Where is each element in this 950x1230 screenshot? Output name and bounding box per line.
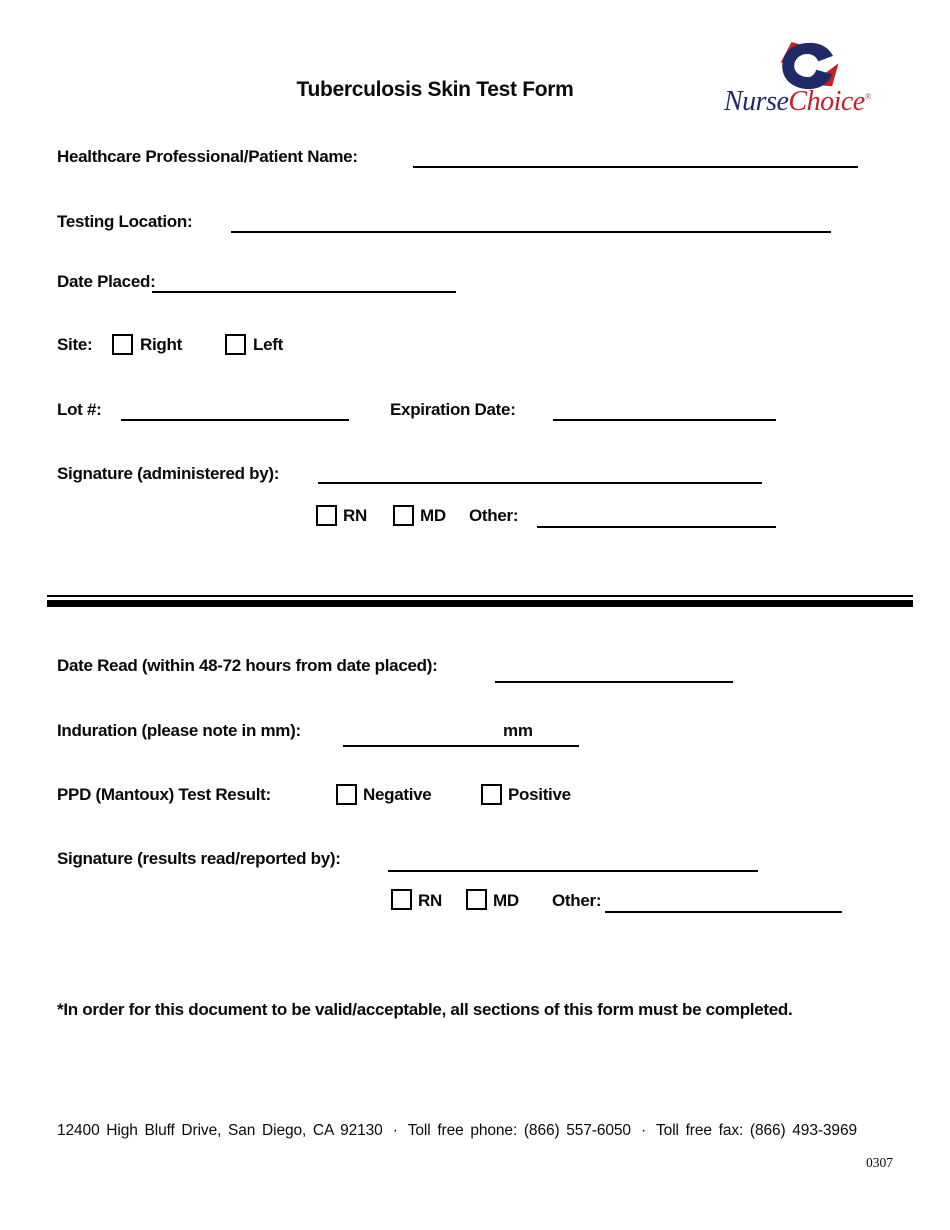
- expiration-date-label: Expiration Date:: [390, 400, 516, 419]
- date-read-field-line[interactable]: [495, 681, 733, 683]
- site-left-option-label: Left: [253, 335, 283, 354]
- nursechoice-logo: [722, 42, 894, 122]
- site-right-checkbox[interactable]: [112, 334, 133, 355]
- site-label: Site:: [57, 335, 93, 354]
- healthcare-name-label: Healthcare Professional/Patient Name:: [57, 147, 358, 166]
- date-placed-field-line[interactable]: [152, 291, 456, 293]
- footer-separator: ·: [640, 1122, 647, 1139]
- administered-md-label: MD: [420, 506, 446, 525]
- footer-address: 12400 High Bluff Drive, San Diego, CA 92130: [57, 1122, 383, 1139]
- result-negative-checkbox[interactable]: [336, 784, 357, 805]
- expiration-date-field-line[interactable]: [553, 419, 776, 421]
- footer-contact-line: [57, 1122, 917, 1140]
- logo-word-nurse: Nurse: [724, 86, 789, 117]
- footer-fax: Toll free fax: (866) 493-3969: [656, 1122, 857, 1139]
- footer-phone: Toll free phone: (866) 557-6050: [407, 1122, 631, 1139]
- page-title: Tuberculosis Skin Test Form: [296, 78, 574, 101]
- signature-administered-field-line[interactable]: [318, 482, 762, 484]
- date-read-label: Date Read (within 48-72 hours from date placed):: [57, 656, 438, 675]
- results-other-label: Other:: [552, 891, 602, 910]
- results-rn-label: RN: [418, 891, 442, 910]
- administered-rn-label: RN: [343, 506, 367, 525]
- signature-results-field-line[interactable]: [388, 870, 758, 872]
- testing-location-field-line[interactable]: [231, 231, 831, 233]
- form-code: 0307: [866, 1155, 893, 1170]
- induration-label: Induration (please note in mm):: [57, 721, 301, 740]
- administered-md-checkbox[interactable]: [393, 505, 414, 526]
- results-rn-checkbox[interactable]: [391, 889, 412, 910]
- signature-administered-label: Signature (administered by):: [57, 464, 280, 483]
- result-positive-checkbox[interactable]: [481, 784, 502, 805]
- footer-separator: ·: [392, 1122, 398, 1139]
- validity-note: *In order for this document to be valid/acceptable, all sections of this form must be completed.: [57, 1000, 793, 1019]
- induration-field-line[interactable]: [343, 745, 579, 747]
- lot-number-label: Lot #:: [57, 400, 102, 419]
- nursechoice-logo-icon: [774, 42, 844, 90]
- section-divider-thick-rule: [47, 600, 913, 607]
- site-right-option-label: Right: [140, 335, 182, 354]
- result-positive-label: Positive: [508, 785, 571, 804]
- signature-results-label: Signature (results read/reported by):: [57, 849, 341, 868]
- results-other-field-line[interactable]: [605, 911, 842, 913]
- registered-trademark-icon: ®: [864, 91, 872, 102]
- lot-number-field-line[interactable]: [121, 419, 349, 421]
- administered-rn-checkbox[interactable]: [316, 505, 337, 526]
- section-divider-thin-rule: [47, 595, 913, 597]
- results-md-checkbox[interactable]: [466, 889, 487, 910]
- healthcare-name-field-line[interactable]: [413, 166, 858, 168]
- ppd-test-result-label: PPD (Mantoux) Test Result:: [57, 785, 271, 804]
- mm-unit-label: mm: [503, 721, 533, 740]
- result-negative-label: Negative: [363, 785, 432, 804]
- site-left-checkbox[interactable]: [225, 334, 246, 355]
- administered-other-field-line[interactable]: [537, 526, 776, 528]
- date-placed-label: Date Placed:: [57, 272, 156, 291]
- administered-other-label: Other:: [469, 506, 519, 525]
- testing-location-label: Testing Location:: [57, 212, 193, 231]
- results-md-label: MD: [493, 891, 519, 910]
- logo-word-choice: Choice: [788, 86, 865, 117]
- nursechoice-logo-wordmark: [724, 86, 894, 118]
